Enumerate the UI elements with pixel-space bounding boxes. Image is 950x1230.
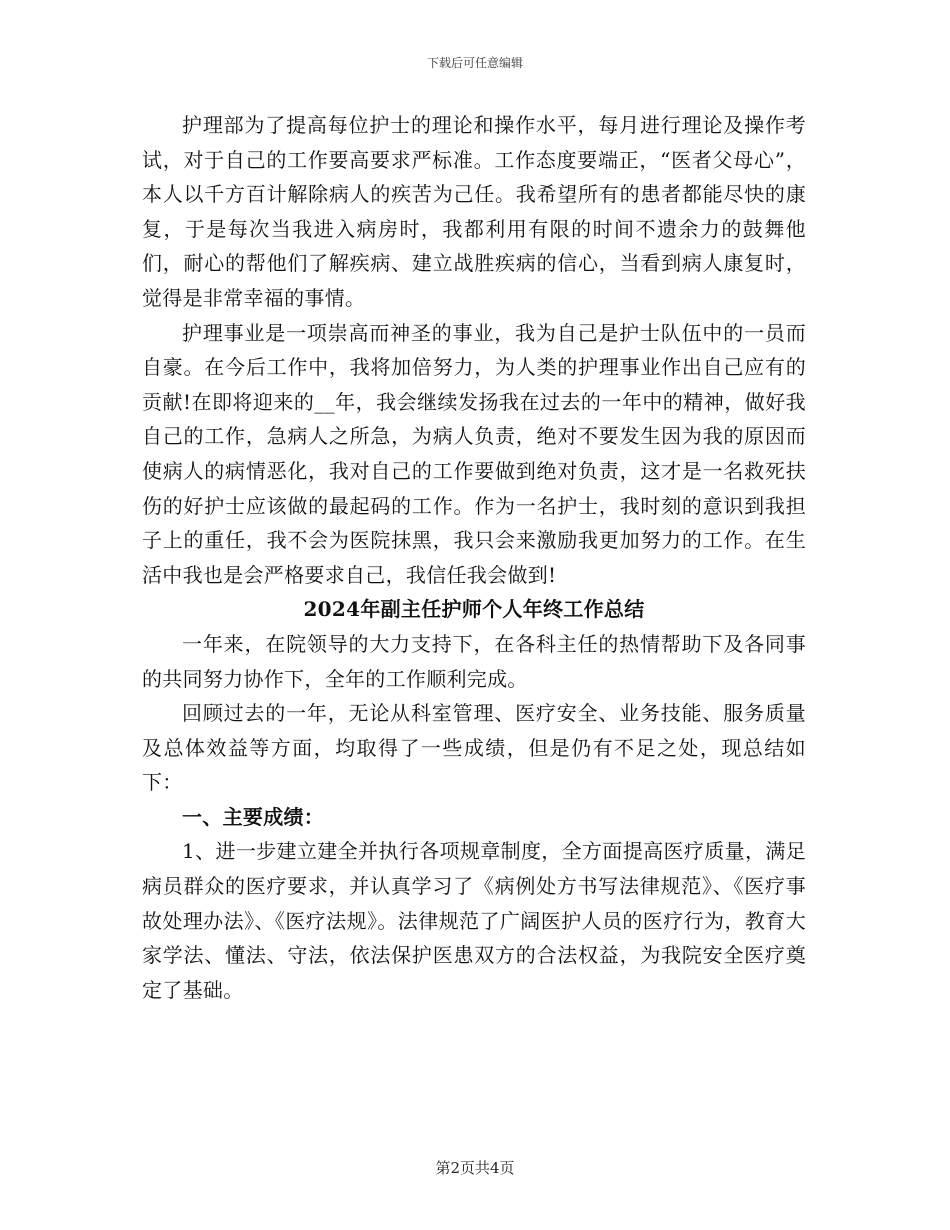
document-body [142, 108, 806, 1007]
paragraph-nursing-career: 护理事业是一项崇高而神圣的事业，我为自己是护士队伍中的一员而自豪。在今后工作中，我将加倍努力，为人类的护理事业作出自己应有的贡献!在即将迎来的__年，我会继续发扬我在过去的一年中的精神，做好我自己的工作，急病人之所急，为病人负责，绝对不要发生因为我的原因而使病人的病情恶化，我对自己的工作要做到绝对负责，这才是一名救死扶伤的好护士应该做的最起码的工作。作为一名护士，我时刻的意识到我担子上的重任，我不会为医院抹黑，我只会来激励我更加努力的工作。在生活中我也是会严格要求自己，我信任我会做到! [142, 320, 806, 587]
paragraph-year-overview: 一年来，在院领导的大力支持下，在各科主任的热情帮助下及各同事的共同努力协作下，全年的工作顺利完成。 [142, 631, 806, 691]
section-heading-achievements: 一、主要成绩： [182, 804, 325, 829]
page-footer: 第2页共4页 [435, 1159, 515, 1177]
paragraph-achievement-1: 1、进一步建立建全并执行各项规章制度，全方面提高医疗质量，满足病员群众的医疗要求，并认真学习了《病例处方书写法律规范》、《医疗事故处理办法》、《医疗法规》。法律规范了广阔医护人员的医疗行为，教育大家学法、懂法、守法，依法保护医患双方的合法权益，为我院安全医疗奠定了基础。 [142, 839, 806, 1002]
page-header: 下载后可任意编辑 [426, 56, 523, 70]
paragraph-nursing-training: 护理部为了提高每位护士的理论和操作水平，每月进行理论及操作考试，对于自己的工作要高要求严标准。工作态度要端正，“医者父母心”，本人以千方百计解除病人的疾苦为己任。我希望所有的患者都能尽快的康复，于是每次当我进入病房时，我都利用有限的时间不遗余力的鼓舞他们，耐心的帮他们了解疾病、建立战胜疾病的信心，当看到病人康复时，觉得是非常幸福的事情。 [142, 113, 806, 310]
paragraph-review: 回顾过去的一年，无论从科室管理、医疗安全、业务技能、服务质量及总体效益等方面，均取得了一些成绩，但是仍有不足之处，现总结如下： [142, 701, 806, 795]
document-title: 2024年副主任护师个人年终工作总结 [303, 597, 645, 622]
